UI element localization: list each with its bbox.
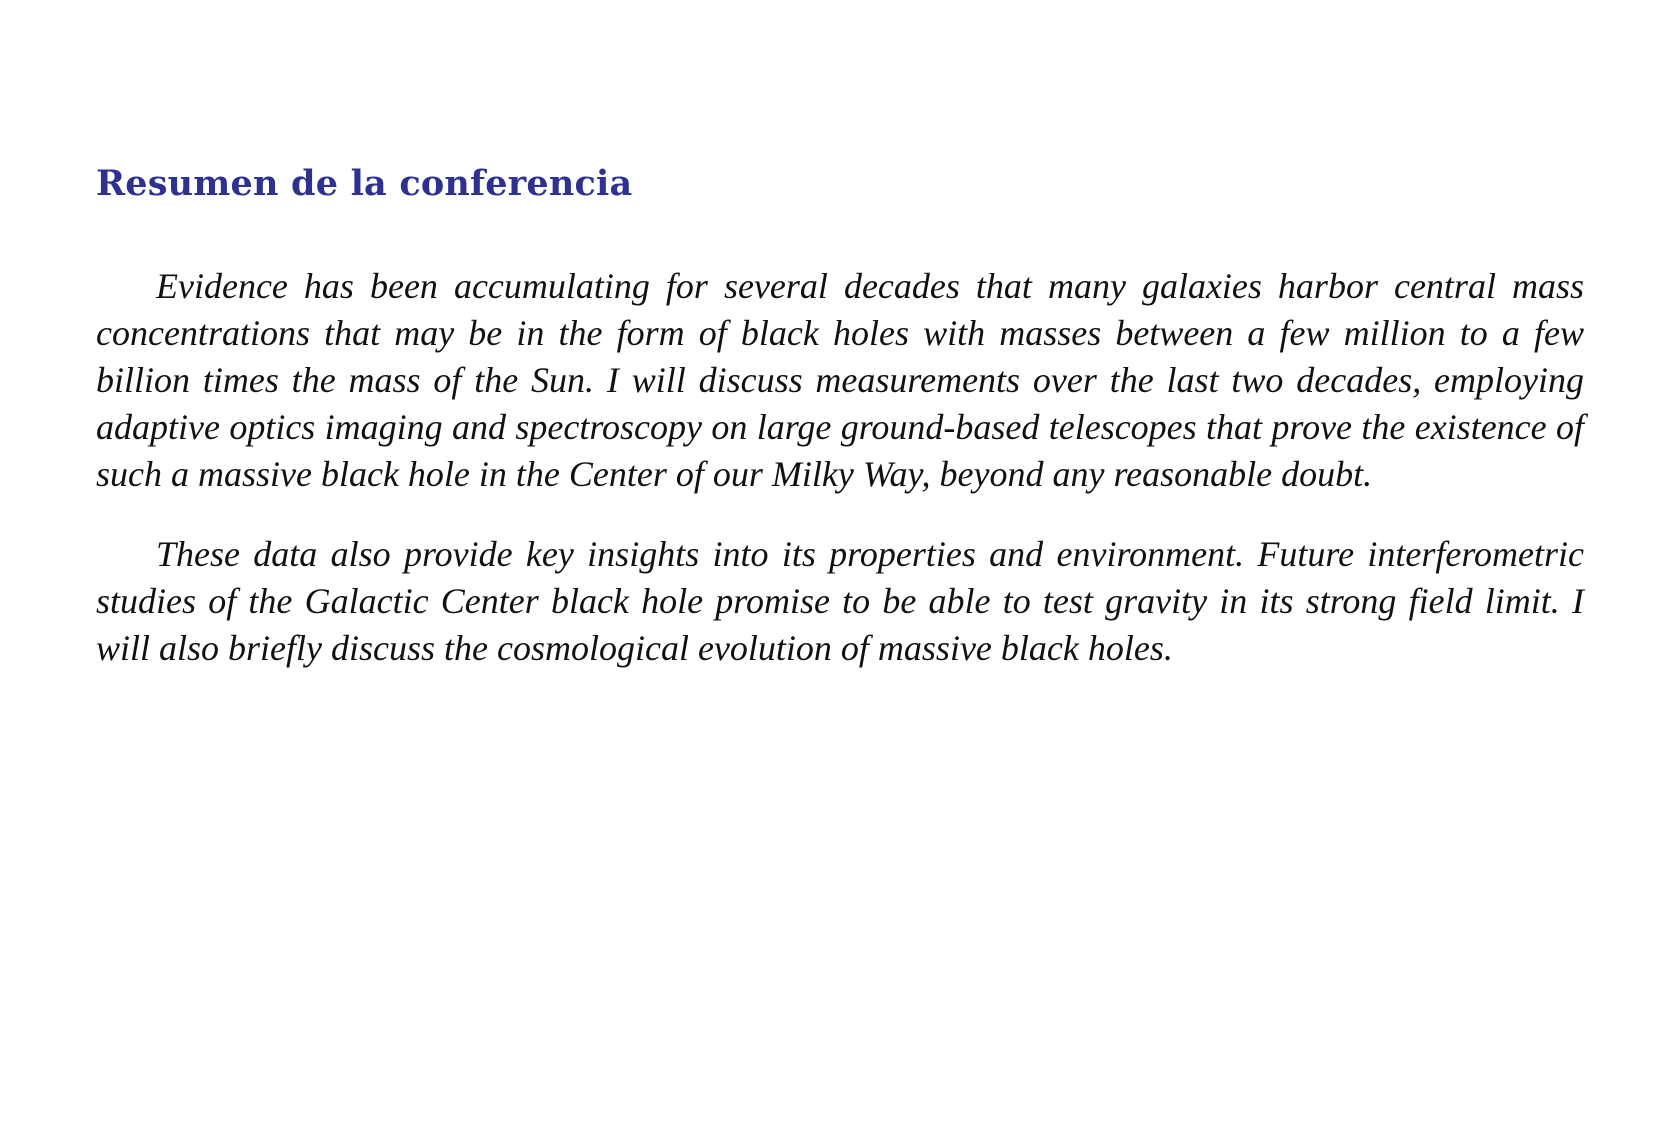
abstract-paragraph-2: These data also provide key insights into its properties and environment. Future interferometric studies of the Galactic Center black hole promise to be able to test gravity in its strong field limit. I will also briefly discuss the cosmological evolution of massive black holes. xyxy=(96,534,1584,668)
abstract-paragraph-1: Evidence has been accumulating for several decades that many galaxies harbor central mass concentrations that may be in the form of black holes with masses between a few million to a few billion times the mass of the Sun. I will discuss measurements over the last two decades, employing adaptive optics imaging and spectroscopy on large ground-based telescopes that prove the existence of such a massive black hole in the Center of our Milky Way, beyond any reasonable doubt. xyxy=(96,266,1584,494)
abstract-section xyxy=(96,158,1584,672)
section-heading: Resumen de la conferencia xyxy=(96,163,633,204)
